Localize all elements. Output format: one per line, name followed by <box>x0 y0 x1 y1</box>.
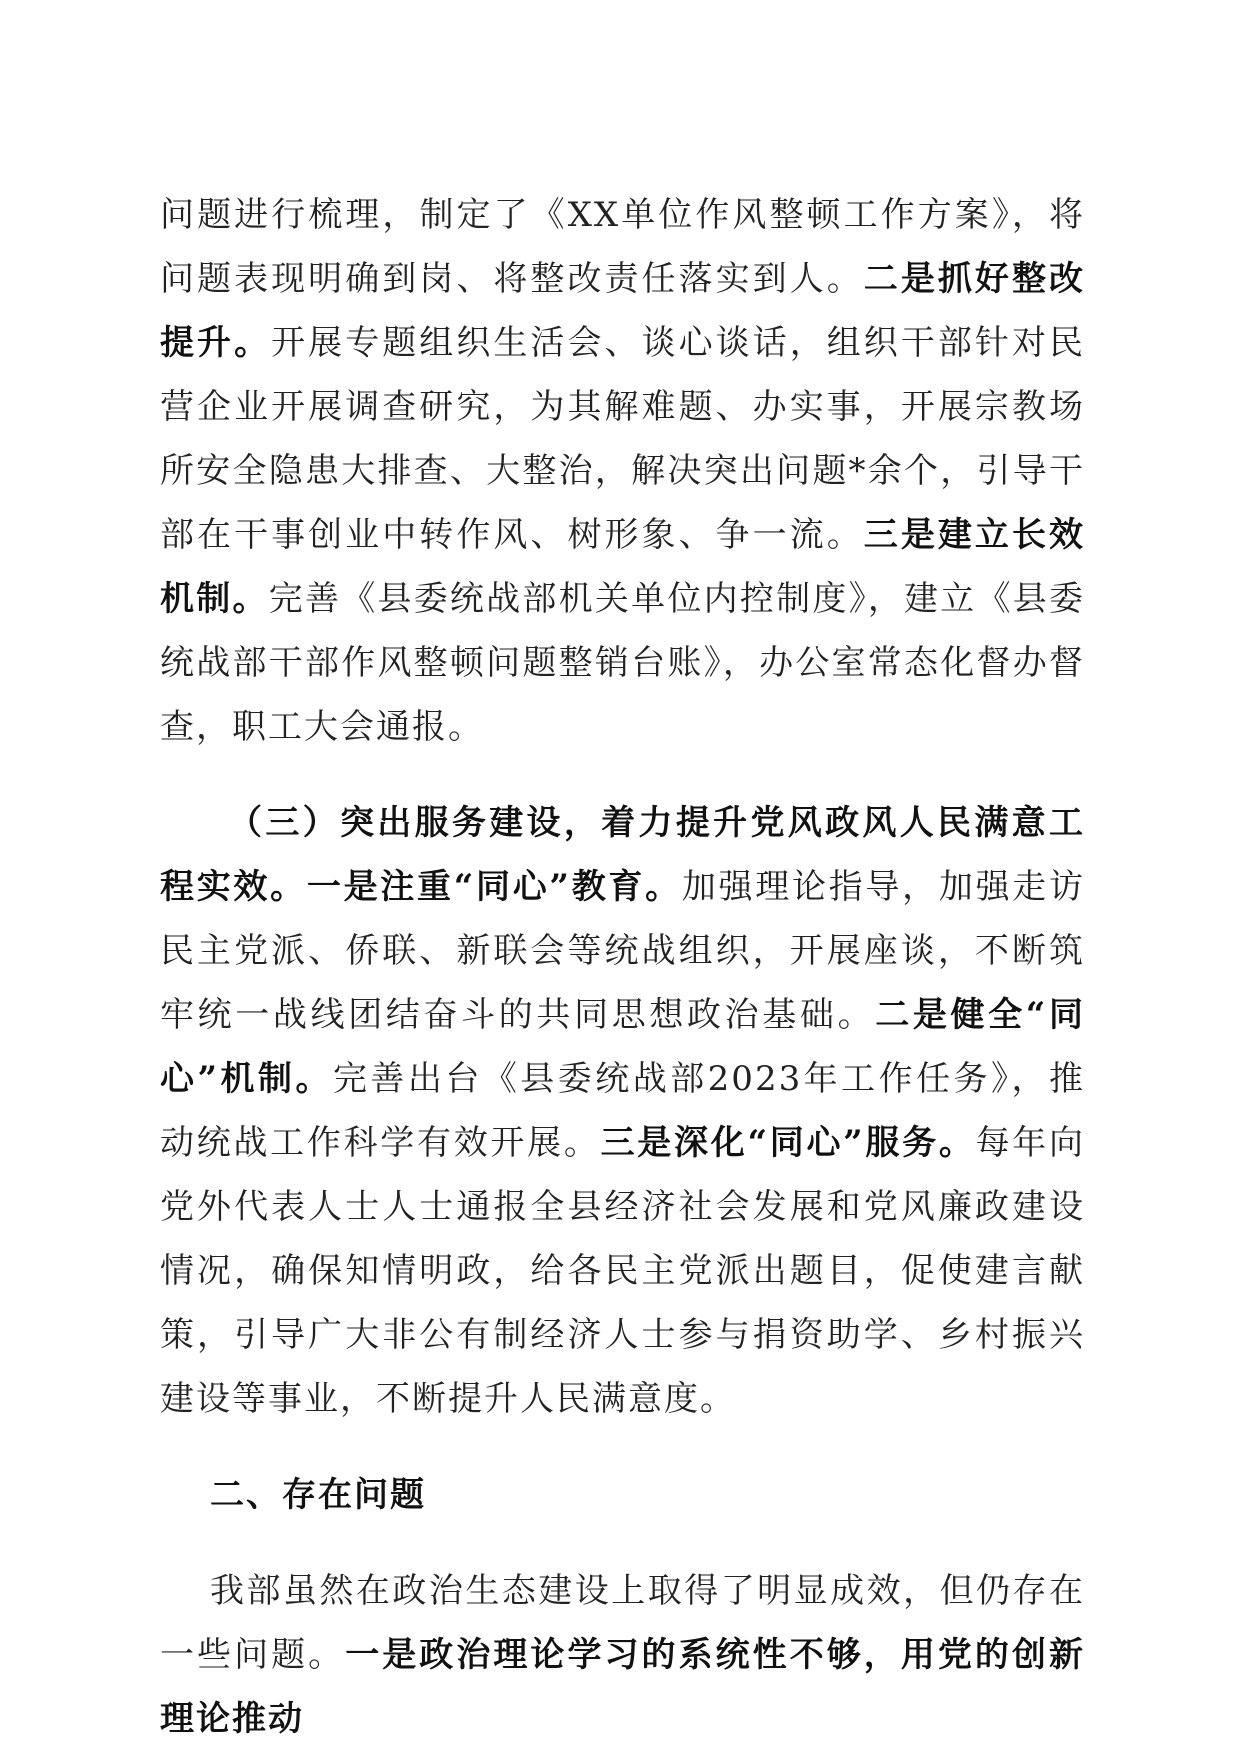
bold-heading: 一是政治理论学习的系统性不够，用党的创新理论推动 <box>160 1635 1086 1739</box>
bold-heading: 二是抓好整改提升。 <box>160 259 1086 363</box>
bold-heading: （三）突出服务建设，着力提升党风政风人民满意工程实效。一是注重“同心”教育。 <box>160 803 1085 907</box>
text-segment: 开展专题组织生活会、谈心谈话，组织干部针对民营企业开展调查研究，为其解难题、办实事，开展宗教场所安全隐患大排查、大整治，解决突出问题*余个，引导干部在干事创业中转作风、树形象、争一流。 <box>160 323 1085 555</box>
bold-heading: 二是健全“同心”机制。 <box>160 995 1086 1099</box>
paragraph-service-building <box>160 791 1085 1431</box>
paragraph-problems <box>160 1559 1085 1751</box>
text-segment: 加强理论指导，加强走访民主党派、侨联、新联会等统战组织，开展座谈，不断筑牢统一战线团结奋斗的共同思想政治基础。 <box>160 867 1085 1035</box>
text-segment: 完善《县委统战部机关单位内控制度》，建立《县委统战部干部作风整顿问题整销台账》，办公室常态化督办督查，职工大会通报。 <box>160 579 1086 747</box>
text-segment: 每年向党外代表人士人士通报全县经济社会发展和党风廉政建设情况，确保知情明政，给各民主党派出题目，促使建言献策，引导广大非公有制经济人士参与捐资助学、乡村振兴建设等事业，不断提升人民满意度。 <box>160 1123 1086 1419</box>
text-segment: 我部虽然在政治生态建设上取得了明显成效，但仍存在一些问题。 <box>160 1571 1085 1675</box>
bold-heading: 三是建立长效机制。 <box>160 515 1086 619</box>
text-segment: 完善出台《县委统战部2023年工作任务》，推动统战工作科学有效开展。 <box>160 1059 1085 1163</box>
text-segment: 问题进行梳理，制定了《XX单位作风整顿工作方案》，将问题表现明确到岗、将整改责任落实到人。 <box>160 195 1085 299</box>
document-body <box>160 183 1085 1751</box>
paragraph-rectification <box>160 183 1085 759</box>
section-heading-problems: 二、存在问题 <box>210 1475 426 1515</box>
paragraph-gap <box>160 1527 1085 1559</box>
paragraph-gap <box>160 1431 1085 1463</box>
bold-heading: 三是深化“同心”服务。 <box>600 1123 976 1163</box>
paragraph-gap <box>160 759 1085 791</box>
